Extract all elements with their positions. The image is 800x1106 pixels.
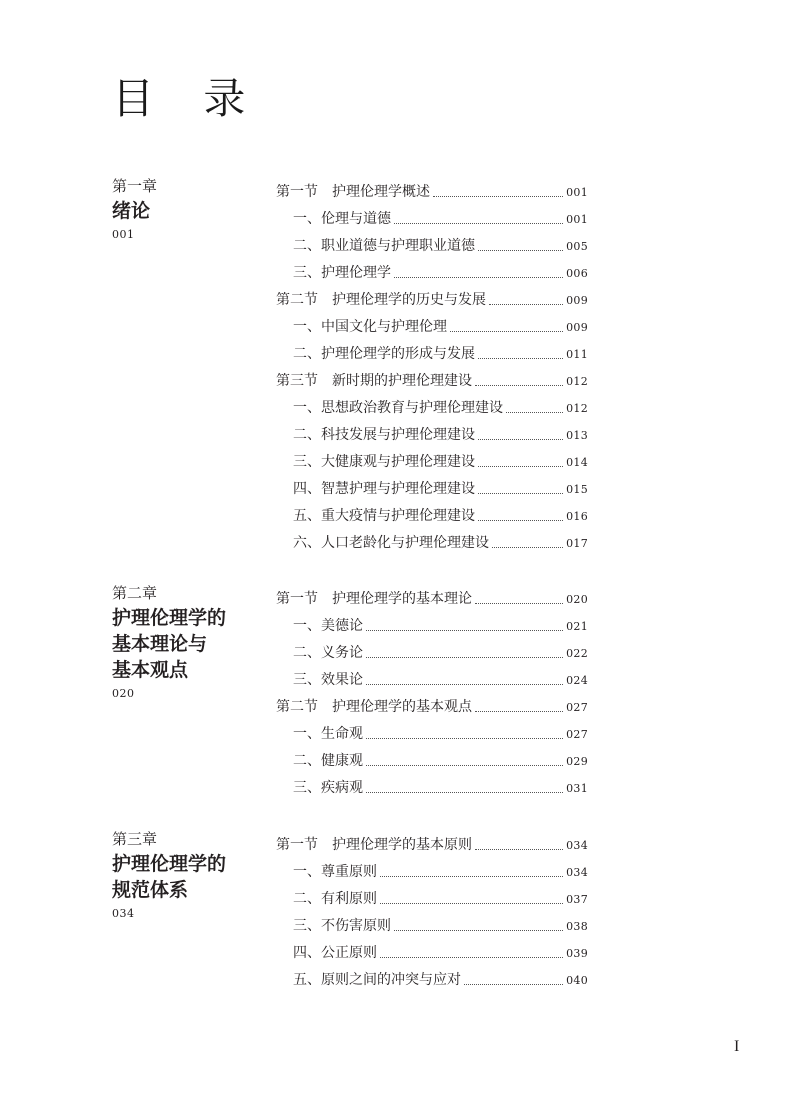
toc-item-entry[interactable]: [276, 527, 588, 554]
toc-item-entry[interactable]: [276, 937, 588, 964]
dot-leader: [366, 765, 563, 766]
toc-entry-title: 一、尊重原则: [293, 864, 377, 880]
toc-entry-page: 012: [566, 375, 588, 388]
toc-item-entry[interactable]: [276, 500, 588, 527]
dot-leader: [489, 304, 563, 305]
toc-entries: [276, 829, 588, 991]
toc-entry-page: 006: [566, 267, 588, 280]
dot-leader: [475, 849, 563, 850]
toc-entry-title: 第三节 新时期的护理伦理建设: [276, 373, 472, 389]
dot-leader: [492, 547, 563, 548]
toc-entry-title: 二、有利原则: [293, 891, 377, 907]
dot-leader: [478, 466, 563, 467]
dot-leader: [394, 223, 563, 224]
toc-entry-page: 014: [566, 456, 588, 469]
dot-leader: [394, 277, 563, 278]
toc-entry-page: 027: [566, 728, 588, 741]
toc-entry-page: 011: [566, 348, 588, 361]
chapter-start-page: 034: [112, 907, 135, 920]
toc-entry-page: 016: [566, 510, 588, 523]
chapter-heading: [112, 829, 262, 921]
toc-item-entry[interactable]: [276, 964, 588, 991]
chapter-title-line: 基本观点: [112, 659, 189, 681]
toc-entry-title: 二、义务论: [293, 645, 363, 661]
toc-entry-page: 009: [566, 321, 588, 334]
toc-entry-title: 一、思想政治教育与护理伦理建设: [293, 400, 503, 416]
page-title: 目 录: [112, 74, 264, 123]
toc-item-entry[interactable]: [276, 392, 588, 419]
dot-leader: [394, 930, 563, 931]
chapter-title-line: 护理伦理学的: [112, 607, 227, 629]
toc-entry-title: 四、智慧护理与护理伦理建设: [293, 481, 475, 497]
toc-section-entry[interactable]: [276, 691, 588, 718]
toc-section-entry[interactable]: [276, 583, 588, 610]
dot-leader: [475, 711, 563, 712]
toc-item-entry[interactable]: [276, 419, 588, 446]
toc-entry-title: 一、伦理与道德: [293, 211, 391, 227]
toc-section-entry[interactable]: [276, 176, 588, 203]
dot-leader: [464, 984, 563, 985]
toc-entry-page: 021: [566, 620, 588, 633]
toc-entry-title: 六、人口老龄化与护理伦理建设: [293, 535, 489, 551]
chapter-title-line: 护理伦理学的: [112, 853, 227, 875]
dot-leader: [475, 385, 563, 386]
toc-entries: [276, 176, 588, 554]
toc-entry-title: 五、重大疫情与护理伦理建设: [293, 508, 475, 524]
chapter-heading: [112, 583, 262, 701]
toc-entry-title: 一、美德论: [293, 618, 363, 634]
dot-leader: [478, 493, 563, 494]
toc-entry-page: 039: [566, 947, 588, 960]
toc-entry-page: 034: [566, 839, 588, 852]
page-folio: I: [734, 1038, 740, 1055]
toc-entry-title: 第二节 护理伦理学的基本观点: [276, 699, 472, 715]
toc-item-entry[interactable]: [276, 856, 588, 883]
dot-leader: [478, 250, 563, 251]
dot-leader: [380, 903, 563, 904]
toc-entry-page: 031: [566, 782, 588, 795]
dot-leader: [475, 603, 563, 604]
toc-entry-page: 013: [566, 429, 588, 442]
toc-entry-page: 009: [566, 294, 588, 307]
toc-entry-page: 017: [566, 537, 588, 550]
chapter-title-line: 基本理论与: [112, 633, 208, 655]
chapter-label: 第二章: [112, 584, 158, 602]
chapter-title: [112, 851, 262, 903]
toc-entry-page: 037: [566, 893, 588, 906]
dot-leader: [478, 439, 563, 440]
toc-item-entry[interactable]: [276, 446, 588, 473]
toc-item-entry[interactable]: [276, 311, 588, 338]
toc-item-entry[interactable]: [276, 745, 588, 772]
toc-item-entry[interactable]: [276, 637, 588, 664]
toc-entry-page: 038: [566, 920, 588, 933]
toc-entry-title: 第二节 护理伦理学的历史与发展: [276, 292, 486, 308]
toc-entry-page: 015: [566, 483, 588, 496]
toc-entry-page: 005: [566, 240, 588, 253]
toc-item-entry[interactable]: [276, 338, 588, 365]
dot-leader: [380, 876, 563, 877]
toc-item-entry[interactable]: [276, 230, 588, 257]
chapter-title: [112, 198, 262, 224]
toc-entry-title: 三、大健康观与护理伦理建设: [293, 454, 475, 470]
chapter-start-page: 020: [112, 687, 135, 700]
toc-item-entry[interactable]: [276, 883, 588, 910]
dot-leader: [366, 738, 563, 739]
dot-leader: [478, 520, 563, 521]
dot-leader: [366, 684, 563, 685]
chapter-start-page: 001: [112, 228, 135, 241]
toc-entry-title: 五、原则之间的冲突与应对: [293, 972, 461, 988]
dot-leader: [506, 412, 563, 413]
toc-item-entry[interactable]: [276, 718, 588, 745]
toc-item-entry[interactable]: [276, 473, 588, 500]
toc-entry-title: 三、护理伦理学: [293, 265, 391, 281]
dot-leader: [433, 196, 563, 197]
toc-entry-page: 001: [566, 186, 588, 199]
toc-entry-page: 020: [566, 593, 588, 606]
toc-item-entry[interactable]: [276, 664, 588, 691]
chapter-label: 第三章: [112, 830, 158, 848]
toc-item-entry[interactable]: [276, 910, 588, 937]
toc-item-entry[interactable]: [276, 772, 588, 799]
toc-entry-title: 二、健康观: [293, 753, 363, 769]
toc-entry-title: 第一节 护理伦理学的基本理论: [276, 591, 472, 607]
toc-item-entry[interactable]: [276, 203, 588, 230]
toc-entry-title: 二、护理伦理学的形成与发展: [293, 346, 475, 362]
toc-entry-title: 一、生命观: [293, 726, 363, 742]
toc-entry-title: 第一节 护理伦理学的基本原则: [276, 837, 472, 853]
toc-entry-page: 034: [566, 866, 588, 879]
chapter-heading: [112, 176, 262, 242]
dot-leader: [366, 630, 563, 631]
toc-entries: [276, 583, 588, 799]
toc-entry-page: 029: [566, 755, 588, 768]
dot-leader: [478, 358, 563, 359]
toc-item-entry[interactable]: [276, 257, 588, 284]
toc-item-entry[interactable]: [276, 610, 588, 637]
chapter-label: 第一章: [112, 177, 158, 195]
toc-entry-title: 二、职业道德与护理职业道德: [293, 238, 475, 254]
toc-entry-title: 第一节 护理伦理学概述: [276, 184, 430, 200]
toc-entry-title: 一、中国文化与护理伦理: [293, 319, 447, 335]
chapter-title: [112, 605, 262, 683]
toc-entry-page: 022: [566, 647, 588, 660]
dot-leader: [380, 957, 563, 958]
toc-entry-page: 012: [566, 402, 588, 415]
dot-leader: [366, 657, 563, 658]
toc-section-entry[interactable]: [276, 284, 588, 311]
toc-entry-title: 三、疾病观: [293, 780, 363, 796]
toc-entry-title: 三、不伤害原则: [293, 918, 391, 934]
toc-entry-page: 001: [566, 213, 588, 226]
chapter-title-line: 规范体系: [112, 879, 189, 901]
toc-entry-title: 二、科技发展与护理伦理建设: [293, 427, 475, 443]
toc-entry-page: 040: [566, 974, 588, 987]
dot-leader: [366, 792, 563, 793]
toc-entry-title: 三、效果论: [293, 672, 363, 688]
toc-entry-page: 024: [566, 674, 588, 687]
toc-entry-page: 027: [566, 701, 588, 714]
chapter-title-line: 绪论: [112, 200, 151, 222]
toc-section-entry[interactable]: [276, 365, 588, 392]
toc-entry-title: 四、公正原则: [293, 945, 377, 961]
dot-leader: [450, 331, 563, 332]
toc-section-entry[interactable]: [276, 829, 588, 856]
